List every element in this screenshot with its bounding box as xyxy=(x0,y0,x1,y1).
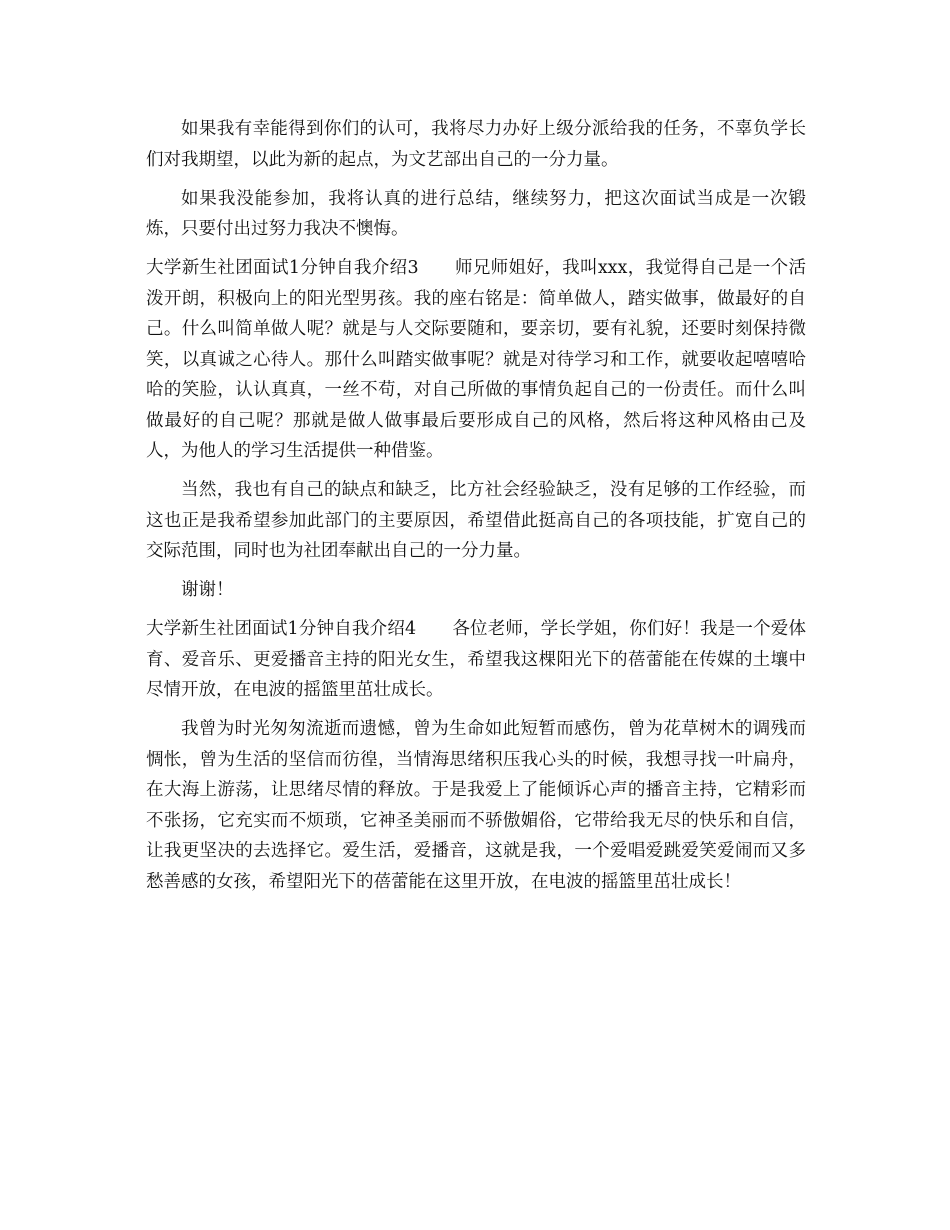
paragraph-5: 谢谢！ xyxy=(181,580,234,600)
paragraph-7: 我曾为时光匆匆流逝而遗憾，曾为生命如此短暂而感伤，曾为花草树木的调残而惆怅，曾为生活的坚信而彷徨，当情海思绪积压我心头的时候，我想寻找一叶扁舟，在大海上游荡，让思绪尽情的释放。于是我爱上了能倾诉心声的播音主持，它精彩而不张扬，它充实而不烦琐，它神圣美丽而不骄傲媚俗，它带给我无尽的快乐和自信，让我更坚决的去选择它。爱生活，爱播音，这就是我，一个爱唱爱跳爱笑爱闹而又多愁善感的女孩，希望阳光下的蓓蕾能在这里开放，在电波的摇篮里茁壮成长！ xyxy=(146,719,806,892)
paragraph-3 xyxy=(146,253,806,467)
section-heading-3: 大学新生社团面试1分钟自我介绍3 xyxy=(146,258,419,278)
paragraph-2: 如果我没能参加，我将认真的进行总结，继续努力，把这次面试当成是一次锻炼，只要付出过努力我决不懊悔。 xyxy=(146,188,806,239)
paragraph-6-text: 各位老师，学长学姐，你们好！我是一个爱体育、爱音乐、更爱播音主持的阳光女生，希望我这棵阳光下的蓓蕾能在传媒的土壤中尽情开放，在电波的摇篮里茁壮成长。 xyxy=(146,619,806,700)
paragraph-4: 当然，我也有自己的缺点和缺乏，比方社会经验缺乏，没有足够的工作经验，而这也正是我希望参加此部门的主要原因，希望借此挺高自己的各项技能，扩宽自己的交际范围，同时也为社团奉献出自己的一分力量。 xyxy=(146,480,806,561)
section-heading-4: 大学新生社团面试1分钟自我介绍4 xyxy=(146,619,417,639)
paragraph-3-text: 师兄师姐好，我叫xxx，我觉得自己是一个活泼开朗，积极向上的阳光型男孩。我的座右铭是：简单做人，踏实做事，做最好的自己。什么叫简单做人呢？就是与人交际要随和，要亲切，要有礼貌，还要时刻保持微笑，以真诚之心待人。那什么叫踏实做事呢？就是对待学习和工作，就要收起嘻嘻哈哈的笑脸，认认真真，一丝不苟，对自己所做的事情负起自己的一份责任。而什么叫做最好的自己呢？那就是做人做事最后要形成自己的风格，然后将这种风格由己及人，为他人的学习生活提供一种借鉴。 xyxy=(146,258,806,461)
paragraph-1: 如果我有幸能得到你们的认可，我将尽力办好上级分派给我的任务，不辜负学长们对我期望，以此为新的起点，为文艺部出自己的一分力量。 xyxy=(146,119,806,170)
document-body xyxy=(146,114,806,906)
paragraph-6 xyxy=(146,614,806,706)
